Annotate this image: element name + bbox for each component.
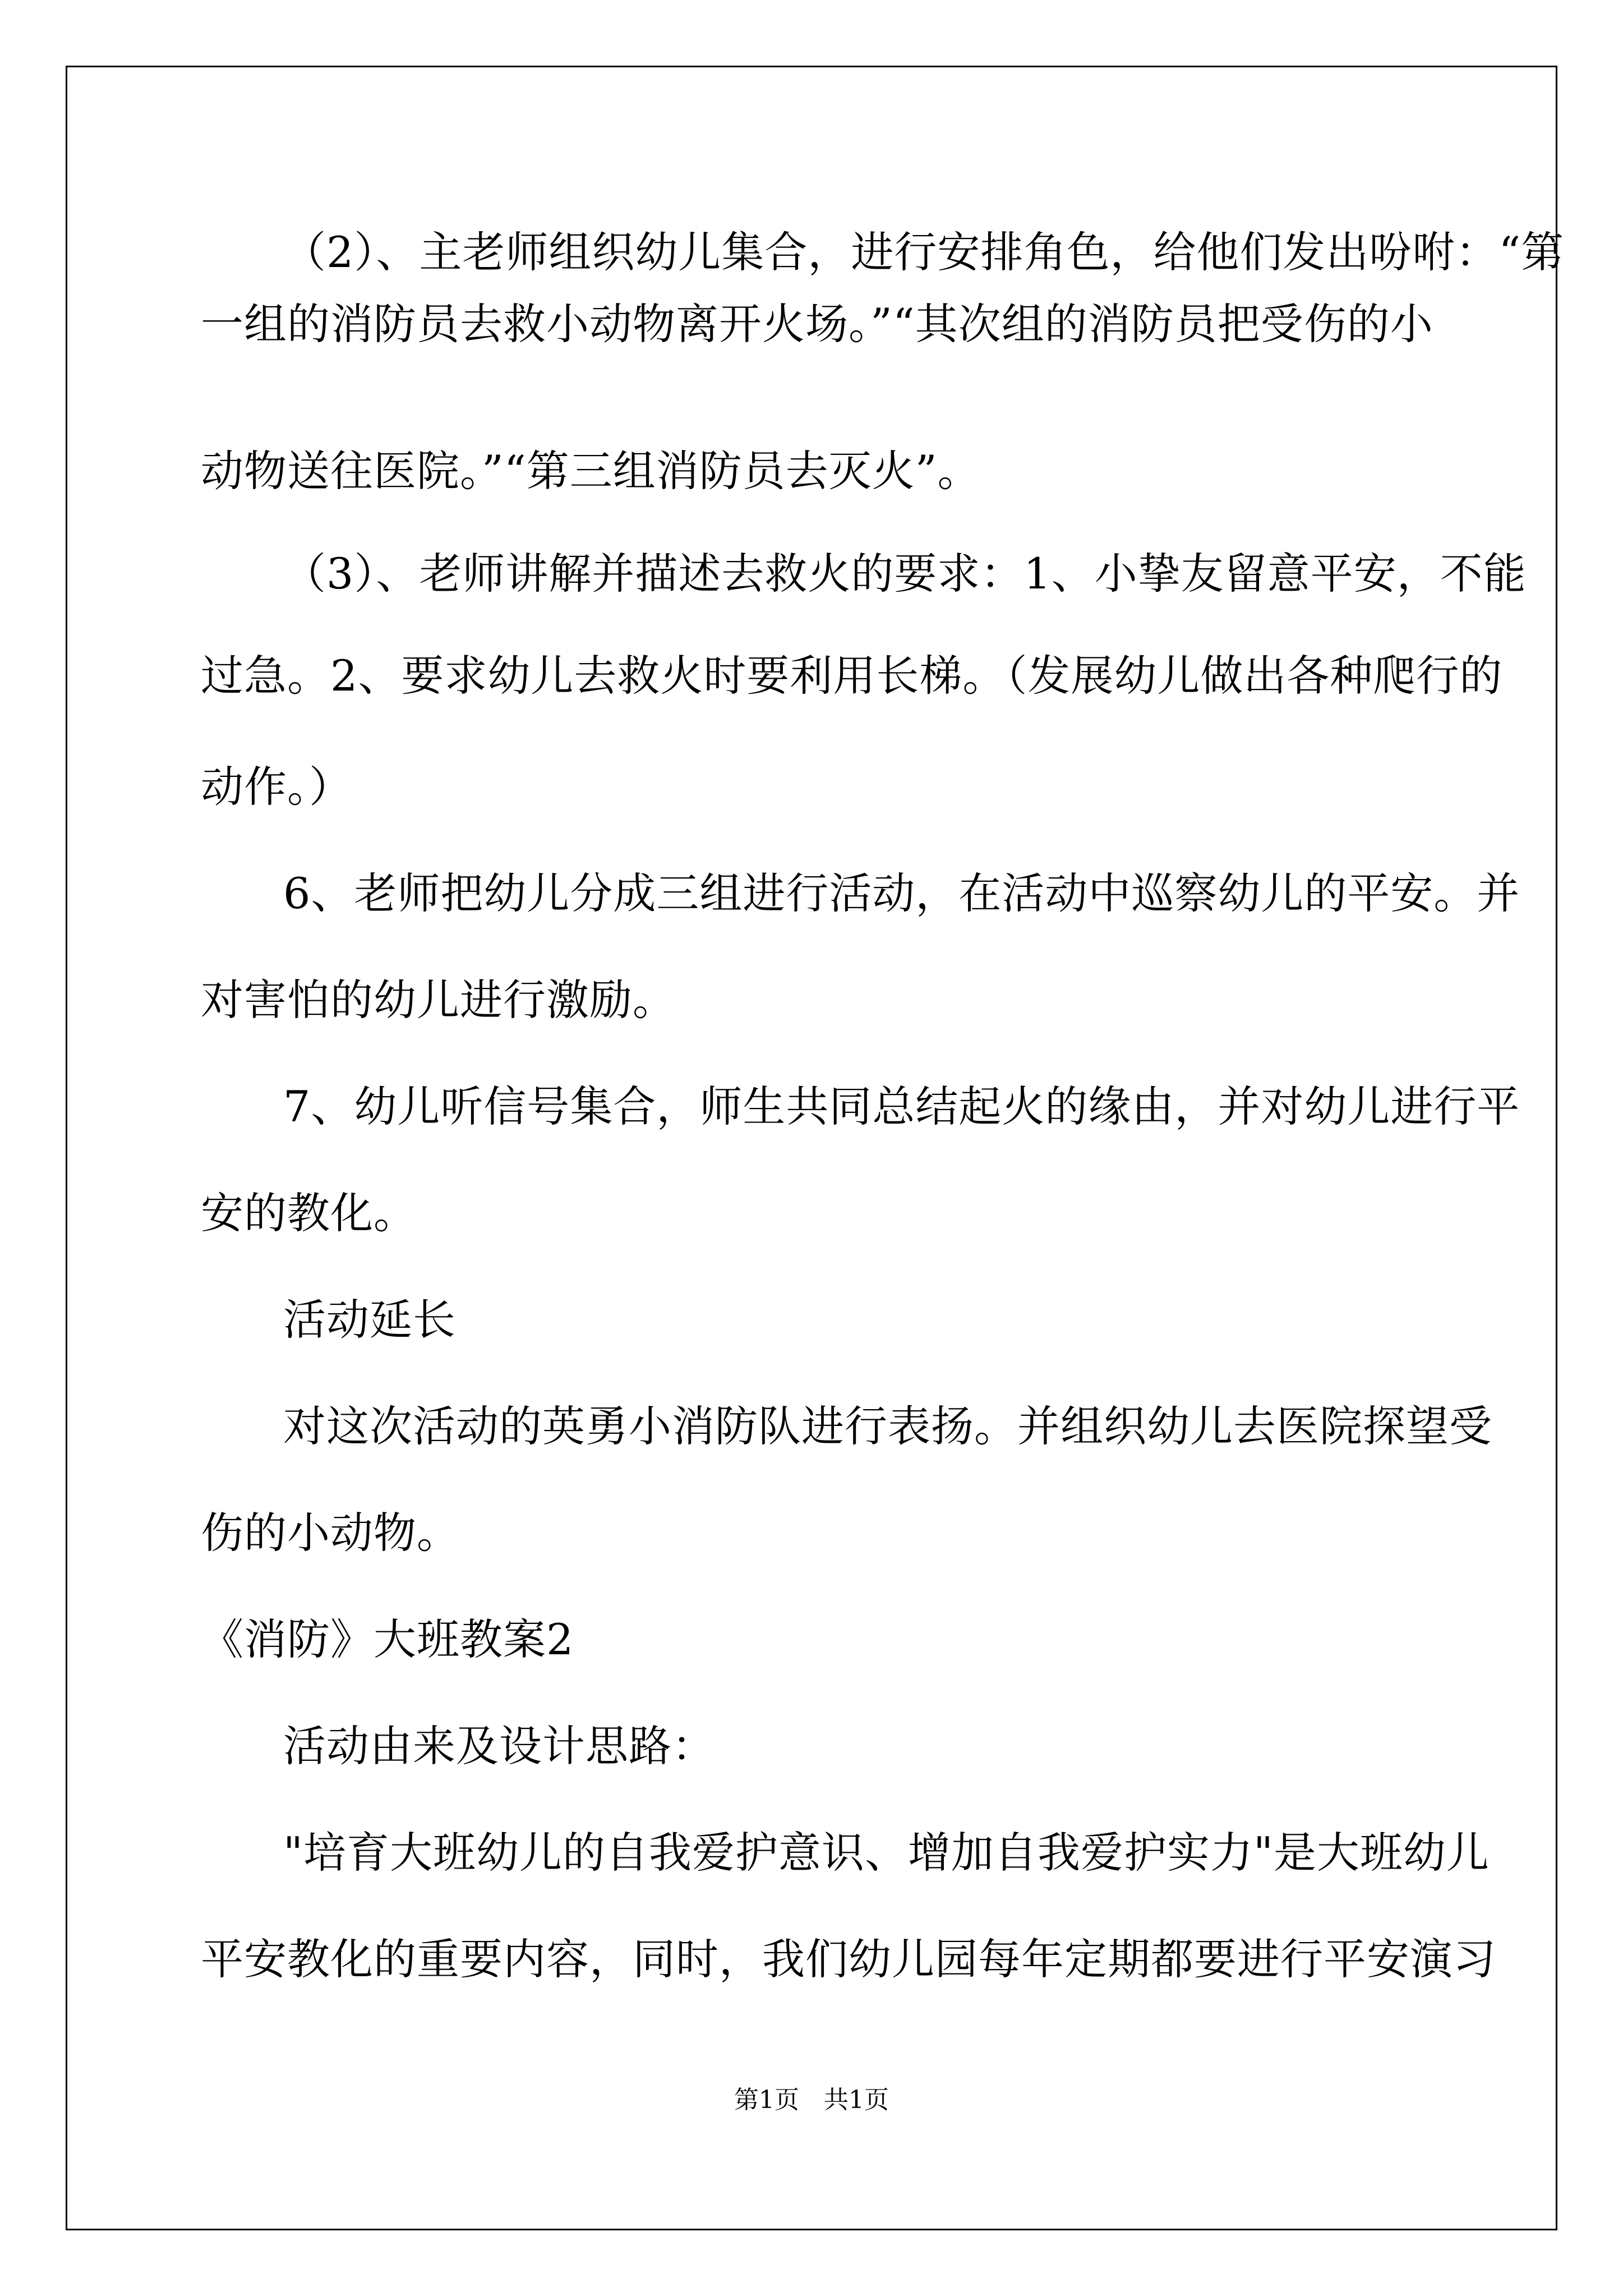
paragraph-line: 7、幼儿听信号集合，师生共同总结起火的缘由，并对幼儿进行平 xyxy=(283,1082,1520,1131)
section-heading: 活动由来及设计思路： xyxy=(283,1721,715,1771)
paragraph-line: 一组的消防员去救小动物离开火场。”“其次组的消防员把受伤的小 xyxy=(201,299,1433,349)
section-heading: 活动延长 xyxy=(283,1295,456,1345)
paragraph-line: 动作。） xyxy=(201,762,352,812)
paragraph-line: 6、老师把幼儿分成三组进行活动，在活动中巡察幼儿的平安。并 xyxy=(283,868,1520,918)
paragraph-line: 安的教化。 xyxy=(201,1188,417,1238)
paragraph-line: 对害怕的幼儿进行激励。 xyxy=(201,975,676,1025)
paragraph-line: "培育大班幼儿的自我爱护意识、增加自我爱护实力"是大班幼儿 xyxy=(283,1828,1490,1878)
paragraph-line: （3）、老师讲解并描述去救火的要求：1、小挚友留意平安，不能 xyxy=(283,549,1527,599)
page-border xyxy=(66,66,1557,2230)
document-title: 《消防》大班教案2 xyxy=(201,1614,574,1664)
paragraph-line: 动物送往医院。”“第三组消防员去灭火”。 xyxy=(201,446,981,496)
paragraph-line: 过急。2、要求幼儿去救火时要利用长梯。（发展幼儿做出各种爬行的 xyxy=(201,651,1503,701)
paragraph-line: 对这次活动的英勇小消防队进行表扬。并组织幼儿去医院探望受 xyxy=(283,1401,1492,1451)
paragraph-line: 平安教化的重要内容，同时，我们幼儿园每年定期都要进行平安演习 xyxy=(201,1934,1496,1984)
page-number-footer: 第1页 共1页 xyxy=(734,2086,889,2114)
paragraph-line: （2）、主老师组织幼儿集合，进行安排角色，给他们发出吩咐：“第 xyxy=(283,227,1565,277)
paragraph-line: 伤的小动物。 xyxy=(201,1508,460,1558)
